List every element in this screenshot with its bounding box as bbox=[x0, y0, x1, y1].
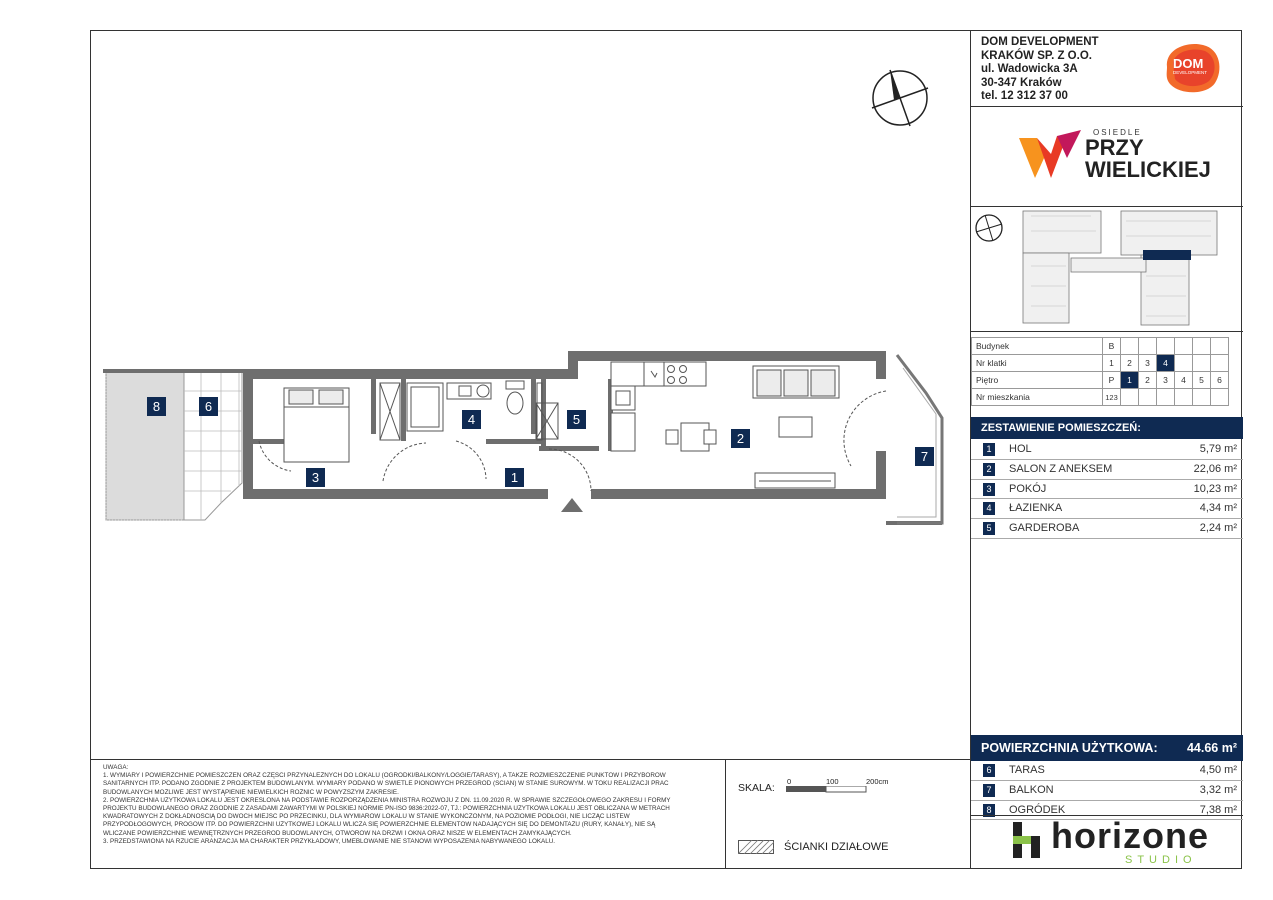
floor-cell: 5 bbox=[1193, 372, 1211, 389]
key-plan bbox=[971, 206, 1243, 332]
legend-partition-walls: ŚCIANKI DZIAŁOWE bbox=[784, 841, 889, 853]
extra-name: BALKON bbox=[1009, 783, 1054, 796]
key-plan-apartment-highlight bbox=[1143, 250, 1191, 260]
note-line: 1. WYMIARY I POWIERZCHNIE POMIESZCZEŃ ORAZ CZĘŚCI PRZYNALEŻNYCH DO LOKALU (OGRÓDKI/BALKONY/LOGGIE/TARASY), A TAKŻE ROZMIESZCZENIE PUNKTÓW I PRZYBORÓW bbox=[103, 772, 666, 780]
stair-cell: 1 bbox=[1103, 355, 1121, 372]
room-row bbox=[971, 460, 1243, 480]
room-row bbox=[971, 499, 1243, 519]
floor-plan-area bbox=[91, 31, 970, 759]
estate-w-logo bbox=[1017, 128, 1083, 182]
floor-label: Piętro bbox=[972, 372, 1103, 389]
balcony-area bbox=[897, 355, 942, 523]
room-area: 4,34 m² bbox=[1199, 502, 1237, 515]
floor-cell: 6 bbox=[1211, 372, 1229, 389]
note-line: SANITARNYCH ITP. PODANO ZGODNIE Z PROJEKTEM BUDOWLANYM. WYMIARY PODANO W ŚWIETLE PIONOWYCH PRZEGRÓD (ŚCIAN) W STANIE SUROWYM. W TOKU REALIZACJI PRAC bbox=[103, 780, 669, 788]
company-name-2: KRAKÓW SP. Z O.O. bbox=[981, 49, 1092, 62]
location-table bbox=[971, 337, 1229, 406]
scale-tick-200: 200cm bbox=[866, 777, 889, 786]
apartment-value: 123 bbox=[1103, 389, 1121, 406]
room-name: POKÓJ bbox=[1009, 482, 1047, 495]
room-area: 22,06 m² bbox=[1193, 462, 1237, 475]
apartment-label: Nr mieszkania bbox=[972, 389, 1103, 406]
company-address bbox=[981, 36, 1099, 104]
garden-area bbox=[106, 372, 184, 520]
scale-bar bbox=[786, 786, 868, 794]
extra-num: 6 bbox=[983, 764, 995, 777]
room-label-3: 3 bbox=[306, 468, 325, 487]
total-area-label: POWIERZCHNIA UŻYTKOWA: bbox=[981, 741, 1158, 755]
room-area: 10,23 m² bbox=[1193, 482, 1237, 495]
scale-tick-0: 0 bbox=[787, 777, 792, 786]
note-line: PROJEKTU BUDOWLANEGO ORAZ ZGODNIE Z ZASADAMI ZAWARTYMI W POLSKIEJ NORMIE PN-ISO 9836:2022-07, TJ.: POWIERZCHNIA UŻYTKOWA LOKALU JEST OBLICZANA W METRACH bbox=[103, 805, 670, 813]
extra-row bbox=[971, 781, 1243, 801]
horizone-word: horizone bbox=[1051, 815, 1209, 856]
extra-num: 8 bbox=[983, 804, 995, 817]
note-line: 2. POWIERZCHNIA UŻYTKOWA LOKALU JEST OKREŚLONA NA PODSTAWIE ROZPORZĄDZENIA MINISTRA ROZWOJU Z DN. 11.09.2020 R. W SPRAWIE SZCZEGÓŁOWEGO ZAKRESU I FORMY bbox=[103, 796, 671, 804]
extra-area: 3,32 m² bbox=[1199, 783, 1237, 796]
floor-cell: 3 bbox=[1157, 372, 1175, 389]
room-row bbox=[971, 440, 1243, 460]
floor-cell: P bbox=[1103, 372, 1121, 389]
room-num: 4 bbox=[983, 502, 995, 515]
company-phone: tel. 12 312 37 00 bbox=[981, 90, 1068, 102]
entrance-marker bbox=[561, 498, 583, 512]
note-line: BUDOWLANYCH MOŻLIWE JEST WYSTĄPIENIE NIEWIELKICH RÓŻNIC W POWYŻSZYM ZAKRESIE. bbox=[103, 788, 399, 796]
estate-line2: PRZY bbox=[1085, 135, 1144, 160]
company-city: 30-347 Kraków bbox=[981, 76, 1062, 89]
rooms-header: ZESTAWIENIE POMIESZCZEŃ: bbox=[971, 417, 1243, 439]
stair-label: Nr klatki bbox=[972, 355, 1103, 372]
scale-legend-box bbox=[725, 759, 970, 869]
note-line: KWADRATOWYCH Z DOKŁADNOŚCIĄ DO DWÓCH MIEJSC PO PRZECINKU, DLA WYMIARÓW LOKALU W STANIE WYKOŃCZONYM, NA POZIOMIE PODŁOGI, NIE LICZĄC LISTEW bbox=[103, 813, 630, 821]
building-label: Budynek bbox=[972, 338, 1103, 355]
floor-cell: 4 bbox=[1175, 372, 1193, 389]
floor-plan-drawing bbox=[91, 31, 970, 759]
estate-line3: WIELICKIEJ bbox=[1085, 157, 1211, 182]
room-area: 5,79 m² bbox=[1199, 443, 1237, 455]
scale-label: SKALA: bbox=[738, 782, 775, 794]
room-label-7: 7 bbox=[915, 447, 934, 466]
extras-list bbox=[971, 761, 1243, 820]
terrace-area bbox=[184, 372, 242, 520]
room-label-8: 8 bbox=[147, 397, 166, 416]
room-num: 5 bbox=[983, 522, 995, 535]
stair-cell: 2 bbox=[1121, 355, 1139, 372]
room-label-6: 6 bbox=[199, 397, 218, 416]
dom-logo-text: DOM bbox=[1173, 56, 1204, 71]
rooms-list bbox=[971, 440, 1243, 539]
bed-furniture bbox=[284, 388, 349, 462]
room-name: GARDEROBA bbox=[1009, 522, 1080, 535]
room-area: 2,24 m² bbox=[1199, 522, 1237, 535]
horizone-logo-block bbox=[971, 815, 1243, 870]
extra-area: 7,38 m² bbox=[1199, 803, 1237, 816]
notes-block bbox=[91, 759, 725, 869]
room-label-1: 1 bbox=[505, 468, 524, 487]
estate-logo-block bbox=[971, 106, 1243, 207]
stair-cell-selected: 4 bbox=[1157, 355, 1175, 372]
room-row bbox=[971, 519, 1243, 539]
note-line: WLICZANE POWIERZCHNIE WEWNĘTRZNYCH PRZEGRÓD BUDOWLANYCH, OTWORÓW NA DRZWI I OKNA ORAZ NISZE W ELEMENTACH ZAMYKAJĄCYCH. bbox=[103, 829, 572, 837]
extra-name: OGRÓDEK bbox=[1009, 803, 1066, 816]
room-num: 1 bbox=[983, 443, 995, 456]
key-plan-drawing bbox=[971, 206, 1243, 331]
total-area-value: 44.66 m² bbox=[1186, 741, 1237, 755]
extra-name: TARAS bbox=[1009, 764, 1045, 776]
horizone-sub: STUDIO bbox=[1125, 854, 1197, 866]
key-plan-north-icon bbox=[976, 215, 1002, 241]
floor-cell: 2 bbox=[1139, 372, 1157, 389]
total-area-bar bbox=[971, 735, 1243, 761]
note-line: 3. PRZEDSTAWIONA NA RZUCIE ARANŻACJA MA CHARAKTER PRZYKŁADOWY, UMEBLOWANIE NIE STANOWI WYPOSAŻENIA NABYWANEGO LOKALU. bbox=[103, 837, 556, 845]
room-label-4: 4 bbox=[462, 410, 481, 429]
extra-area: 4,50 m² bbox=[1199, 764, 1237, 776]
horizone-h-logo bbox=[1013, 822, 1049, 858]
room-num: 2 bbox=[983, 463, 995, 476]
note-line: UWAGA: bbox=[103, 764, 129, 771]
stair-cell: 3 bbox=[1139, 355, 1157, 372]
estate-line1: OSIEDLE bbox=[1093, 128, 1142, 137]
building-value: B bbox=[1103, 338, 1121, 355]
room-name: HOL bbox=[1009, 443, 1032, 455]
room-row bbox=[971, 480, 1243, 500]
dom-logo-sub: DEVELOPMENT bbox=[1173, 70, 1208, 75]
note-line: PRZYPODŁOGOWYCH, PROGÓW ITP. DO POWIERZCHNI UŻYTKOWEJ LOKALU WLICZA SIĘ POWIERZCHNIE ELEMENTÓW NADAJĄCYCH SIĘ DO DEMONTAŻU (RURY, KANAŁY), NIE SĄ bbox=[103, 821, 656, 829]
company-header bbox=[971, 31, 1243, 107]
partition-wall-swatch-icon bbox=[738, 840, 774, 854]
company-name: DOM DEVELOPMENT bbox=[981, 36, 1099, 48]
scale-tick-100: 100 bbox=[826, 777, 839, 786]
north-arrow-icon bbox=[872, 70, 928, 126]
extra-num: 7 bbox=[983, 784, 995, 797]
room-label-2: 2 bbox=[731, 429, 750, 448]
room-name: SALON Z ANEKSEM bbox=[1009, 462, 1113, 475]
floor-cell-selected: 1 bbox=[1121, 372, 1139, 389]
plan-sheet bbox=[90, 30, 1242, 869]
sidebar bbox=[970, 31, 1243, 869]
company-street: ul. Wadowicka 3A bbox=[981, 63, 1078, 75]
room-name: ŁAZIENKA bbox=[1009, 502, 1063, 515]
room-label-5: 5 bbox=[567, 410, 586, 429]
extra-row bbox=[971, 761, 1243, 781]
room-num: 3 bbox=[983, 483, 995, 496]
